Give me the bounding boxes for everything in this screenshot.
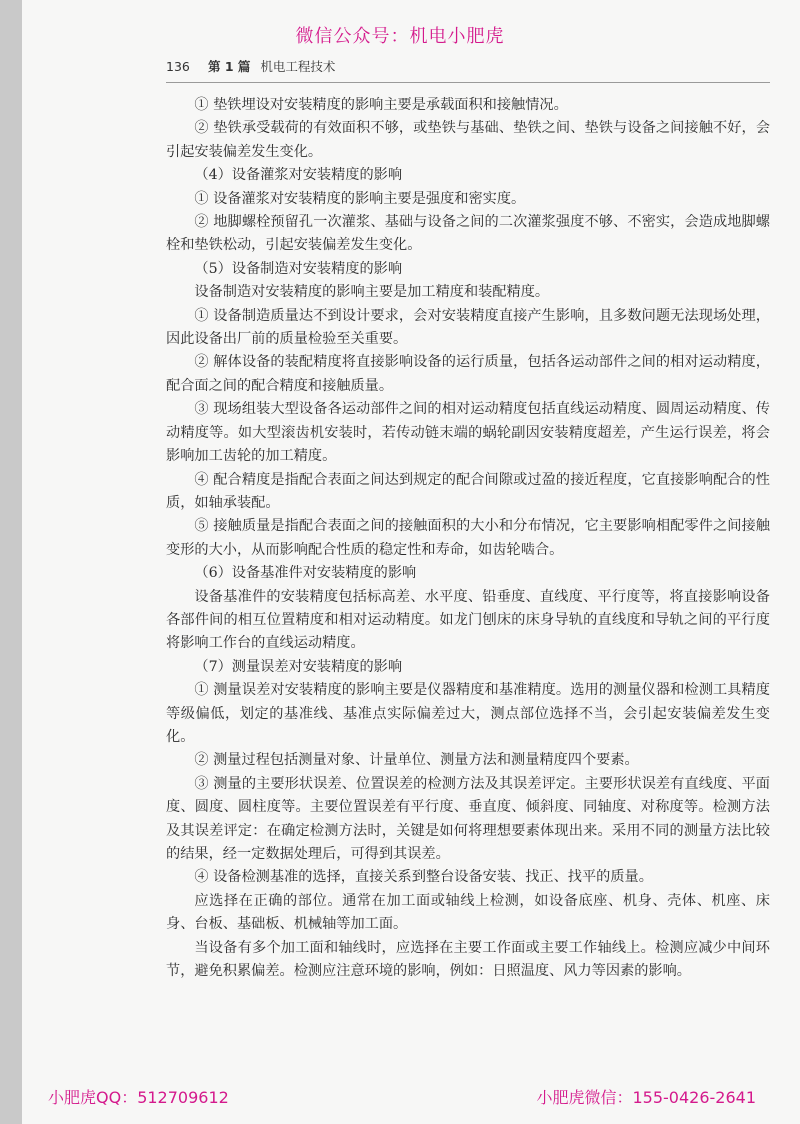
paragraph: ② 解体设备的装配精度将直接影响设备的运行质量，包括各运动部件之间的相对运动精度，配合面之间的配合精度和接触质量。 xyxy=(166,354,770,394)
paragraph: ② 地脚螺栓预留孔一次灌浆、基础与设备之间的二次灌浆强度不够、不密实，会造成地脚螺栓和垫铁松动，引起安装偏差发生变化。 xyxy=(166,214,770,254)
paragraph: ② 垫铁承受载荷的有效面积不够，或垫铁与基础、垫铁之间、垫铁与设备之间接触不好，会引起安装偏差发生变化。 xyxy=(166,120,770,160)
paragraph: ③ 现场组装大型设备各运动部件之间的相对运动精度包括直线运动精度、圆周运动精度、传动精度等。如大型滚齿机安装时，若传动链末端的蜗轮副因安装精度超差，产生运行误差，将会影响加工齿轮的加工精度。 xyxy=(166,401,770,465)
paragraph: 设备制造对安装精度的影响主要是加工精度和装配精度。 xyxy=(194,284,550,301)
paragraph: 当设备有多个加工面和轴线时，应选择在主要工作面或主要工作轴线上。检测应减少中间环节，避免积累偏差。检测应注意环境的影响，例如：日照温度、风力等因素的影响。 xyxy=(166,939,770,980)
section-heading: （6）设备基准件对安装精度的影响 xyxy=(194,565,417,582)
section-heading: （5）设备制造对安装精度的影响 xyxy=(194,260,403,277)
page-body xyxy=(166,94,770,983)
watermark-footer-right: 小肥虎微信：155-0426-2641 xyxy=(536,1088,756,1107)
paragraph: ① 设备制造质量达不到设计要求，会对安装精度直接产生影响，且多数问题无法现场处理，因此设备出厂前的质量检验至关重要。 xyxy=(166,307,770,348)
paragraph: 设备基准件的安装精度包括标高差、水平度、铅垂度、直线度、平行度等，将直接影响设备各部件间的相互位置精度和相对运动精度。如龙门刨床的床身导轨的直线度和导轨之间的平行度将影响工作台的直线运动精度。 xyxy=(166,588,770,652)
paragraph: ① 测量误差对安装精度的影响主要是仪器精度和基准精度。选用的测量仪器和检测工具精度等级偏低，划定的基准线、基准点实际偏差过大，测点部位选择不当，会引起安装偏差发生变化。 xyxy=(166,682,770,745)
paragraph: ③ 测量的主要形状误差、位置误差的检测方法及其误差评定。主要形状误差有直线度、平面度、圆度、圆柱度等。主要位置误差有平行度、垂直度、倾斜度、同轴度、对称度等。检测方法及其误差评定：在确定检测方法时，关键是如何将理想要素体现出来。采用不同的测量方法比较的结果，经一定数据处理后，可得到其误差。 xyxy=(166,775,770,862)
paragraph: ① 设备灌浆对安装精度的影响主要是强度和密实度。 xyxy=(194,190,526,207)
watermark-footer-left: 小肥虎QQ：512709612 xyxy=(48,1088,229,1107)
scan-edge-strip xyxy=(0,0,22,1124)
section-heading: （4）设备灌浆对安装精度的影响 xyxy=(194,167,403,184)
watermark-top: 微信公众号：机电小肥虎 xyxy=(295,26,505,47)
chapter-label: 第 1 篇 xyxy=(208,59,251,74)
running-header xyxy=(166,57,335,75)
paragraph: ② 测量过程包括测量对象、计量单位、测量方法和测量精度四个要素。 xyxy=(194,752,639,769)
header-divider xyxy=(166,82,770,83)
paragraph: ④ 设备检测基准的选择，直接关系到整台设备安装、找正、找平的质量。 xyxy=(194,869,653,886)
paragraph: ④ 配合精度是指配合表面之间达到规定的配合间隙或过盈的接近程度，它直接影响配合的性质，如轴承装配。 xyxy=(166,471,770,511)
page-number: 136 xyxy=(166,59,190,74)
paragraph: 应选择在正确的部位。通常在加工面或轴线上检测，如设备底座、机身、壳体、机座、床身、台板、基础板、机械轴等加工面。 xyxy=(166,892,770,933)
paragraph: ① 垫铁埋设对安装精度的影响主要是承载面积和接触情况。 xyxy=(194,97,568,113)
paragraph: ⑤ 接触质量是指配合表面之间的接触面积的大小和分布情况，它主要影响相配零件之间接触变形的大小，从而影响配合性质的稳定性和寿命，如齿轮啮合。 xyxy=(166,518,770,558)
section-heading: （7）测量误差对安装精度的影响 xyxy=(194,658,403,675)
book-title: 机电工程技术 xyxy=(260,59,336,74)
